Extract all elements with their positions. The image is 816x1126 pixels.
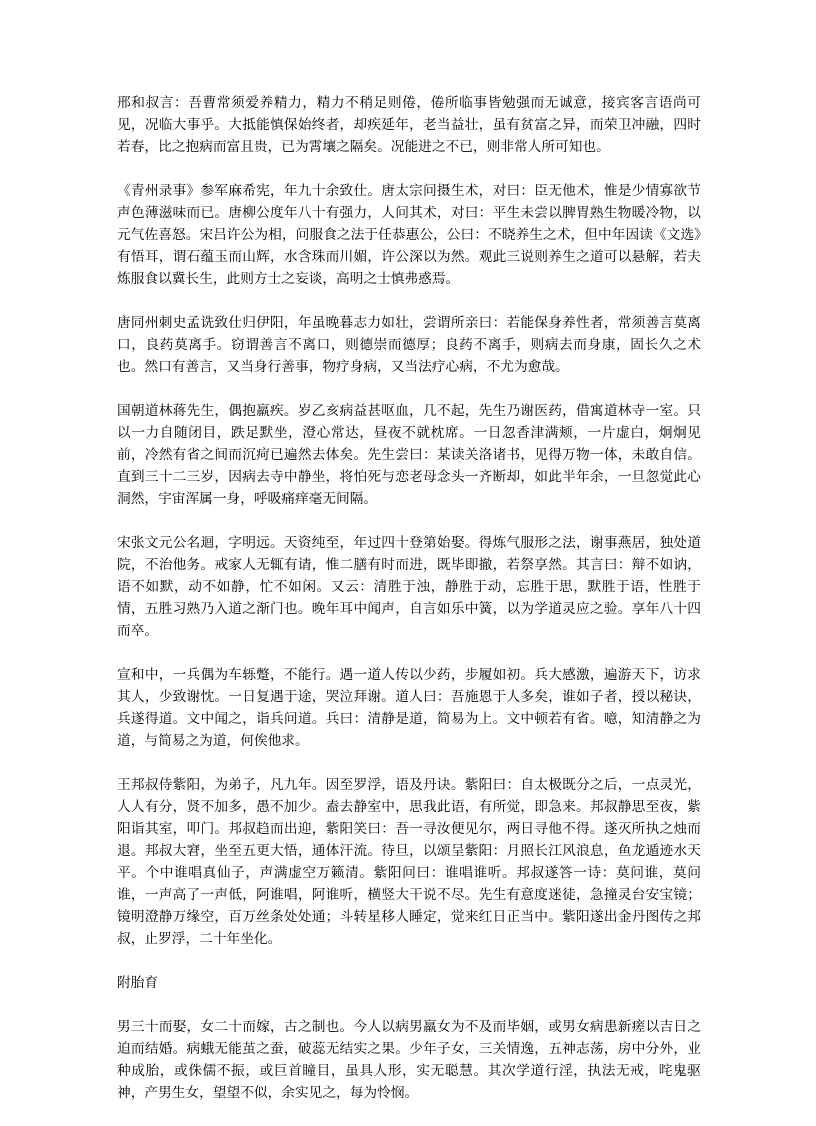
section-heading-taiyu: 附胎育 <box>117 975 159 991</box>
paragraph-marriage-age: 男三十而娶，女二十而嫁，古之制也。今人以病男羸女为不及而毕姻，或男女病患新瘥以吉日之迫而结婚。病蛾无能茧之蚕，破蕊无结实之果。少年子女，三关情逸，五神志荡，房中分外，业种成胎，或侏儒不振，或巨首瞳目，虽具人形，实无聪慧。其次学道行淫，执法无戒，咤鬼驱神，产男生女，望望不似，余实见之，每为怜悯。 <box>117 1019 701 1101</box>
paragraph-zhang-wenyuan: 宋张文元公名迴，字明远。天资纯至，年过四十登第始娶。得炼气服形之法，谢事燕居，独处道院，不治他务。戒家人无辄有请，惟二膳有时而进，既毕即撤，若祭享然。其言曰：辩不如讷，语不如默，动不如静，忙不如闲。又云：清胜于浊，静胜于动，忘胜于思，默胜于语，性胜于情，五胜习熟乃入道之渐门也。晚年耳中闻声，自言如乐中簧，以为学道灵应之验。享年八十四而卒。 <box>117 535 701 639</box>
paragraph-daolin-jiang: 国朝道林蒋先生，偶抱羸疾。岁乙亥病益甚呕血，几不起，先生乃谢医药，借寓道林寺一室。只以一力自随闭目，跌足默坐，澄心常达，昼夜不就枕席。一日忽香津满颊，一片虚白，炯炯见前，冷然有省之间而沉疴已遍然去体矣。先生尝曰：某读关洛诸书，见得万物一体，未敢自信。直到三十二三岁，因病去寺中静坐，将怕死与恋老母念头一齐断却，如此半年余，一旦忽觉此心洞然，宇宙浑属一身，呼吸痛痒毫无间隔。 <box>117 403 701 507</box>
paragraph-xuanhe-soldier: 宣和中，一兵偶为车轹蹩，不能行。遇一道人传以少药，步履如初。兵大感激，遍游天下，访求其人，少致谢忱。一日复遇于途，哭泣拜谢。道人曰：吾施恩于人多矣，谁如子者，授以秘诀，兵遂得道。文中闻之，诣兵问道。兵曰：清静是道，简易为上。文中顿若有省。噫，知清静之为道，与简易之为道，何俟他求。 <box>117 667 701 749</box>
paragraph-wang-bangshu: 王邦叔侍紫阳，为弟子，凡九年。因至罗浮，语及丹诀。紫阳曰：自太极既分之后，一点灵光，人人有分，贤不加多，愚不加少。盍去静室中，思我此语，有所觉，即急来。邦叔静思至夜，紫阳诣其室，叩门。邦叔趋而出迎，紫阳笑曰：吾一寻汝便见尔，两日寻他不得。遂灭所执之烛而退。邦叔大窘，坐至五更大悟，通体汗流。待旦，以颂呈紫阳：月照长江风浪息，鱼龙遁迹水天平。个中谁唱真仙子，声满虚空万籁清。紫阳问曰：谁唱谁听。邦叔遂答一诗：莫问谁，莫问谁，一声高了一声低，阿谁唱，阿谁听，横竖大干说不尽。先生有意度迷徒，急撞灵台安宝镜；镜明澄静万缘空，百万丝条处处通；斗转星移人睡定，觉来红日正当中。紫阳遂出金丹图传之邦叔，止罗浮，二十年坐化。 <box>117 777 701 947</box>
paragraph-xing-heshu: 邢和叔言：吾曹常须爱养精力，精力不稍足则倦，倦所临事皆勉强而无诚意，接宾客言语尚可见，况临大事乎。大抵能慎保始终者，却疾延年，老当益壮，虽有贫富之异，而荣卫冲融，四时若春，比之抱病而富且贵，已为霄壤之隔矣。况能进之不已，则非常人所可知也。 <box>117 95 701 155</box>
document-page <box>117 92 701 1126</box>
paragraph-qingzhou-lushi: 《青州录事》参军麻希宪，年九十余致仕。唐太宗问摄生术，对曰：臣无他术，惟是少情寡欲节声色薄滋味而已。唐柳公度年八十有强力，人问其术，对曰：平生未尝以脾胃熟生物暖冷物，以元气佐喜怒。宋吕许公为相，问服食之法于任恭惠公，公曰：不晓养生之术，但中年因读《文选》有悟耳，谓石蕴玉而山辉，水含珠而川媚，许公深以为然。观此三说则养生之道可以悬解，若夫炼服食以冀长生，此则方士之妄谈，高明之士慎弗惑焉。 <box>117 183 701 287</box>
paragraph-meng-shen: 唐同州刺史孟诜致仕归伊阳，年虽晚暮志力如壮，尝谓所亲曰：若能保身养性者，常须善言莫离口，良药莫离手。窃谓善言不离口，则德崇而德厚；良药不离手，则病去而身康，固长久之术也。然口有善言，又当身行善事，物疗身病，又当法疗心病，不尤为愈哉。 <box>117 315 701 375</box>
